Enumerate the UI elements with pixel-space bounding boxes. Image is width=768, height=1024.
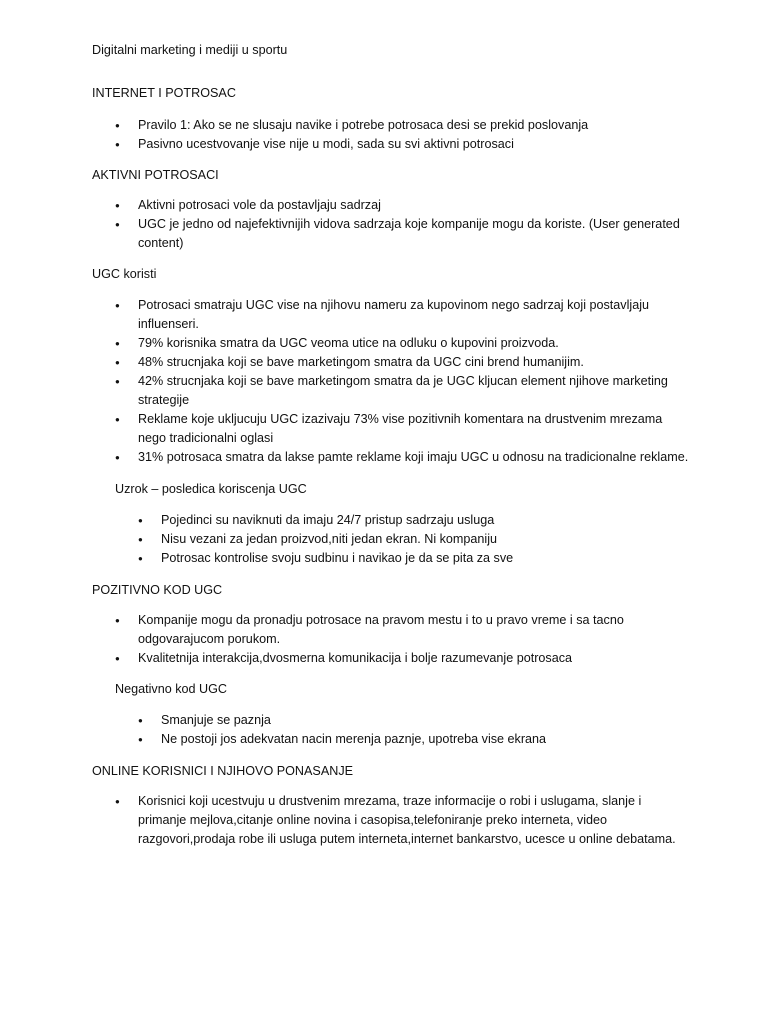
bullet-list-uzrok-posledica — [115, 511, 715, 568]
section-heading-ugc-koristi: UGC koristi — [92, 267, 157, 281]
list-item: ● Smanjuje se paznja — [115, 711, 715, 730]
section-heading-online-korisnici: ONLINE KORISNICI I NJIHOVO PONASANJE — [92, 764, 354, 778]
list-item: ● Aktivni potrosaci vole da postavljaju sadrzaj — [92, 196, 692, 215]
bullet-list-negativno-kod-ugc — [115, 711, 715, 749]
bullet-list-ugc-koristi — [92, 296, 692, 467]
list-item: ● 31% potrosaca smatra da lakse pamte reklame koji imaju UGC u odnosu na tradicionalne reklame. — [92, 448, 692, 467]
list-item: ● Pasivno ucestvovanje vise nije u modi, sada su svi aktivni potrosaci — [92, 135, 692, 154]
list-item: ● Kompanije mogu da pronadju potrosace na pravom mestu i to u pravo vreme i sa tacno odgovarajucom porukom. — [92, 611, 692, 649]
bullet-list-online-korisnici — [92, 792, 692, 849]
document-title: Digitalni marketing i mediji u sportu — [92, 43, 288, 57]
subheading-uzrok-posledica: Uzrok – posledica koriscenja UGC — [115, 482, 307, 496]
list-item: ● Pravilo 1: Ako se ne slusaju navike i potrebe potrosaca desi se prekid poslovanja — [92, 116, 692, 135]
section-heading-pozitivno-kod-ugc: POZITIVNO KOD UGC — [92, 583, 223, 597]
list-item: ● Potrosac kontrolise svoju sudbinu i navikao je da se pita za sve — [115, 549, 715, 568]
list-item: ● 48% strucnjaka koji se bave marketingom smatra da UGC cini brend humanijim. — [92, 353, 692, 372]
list-item: ● Pojedinci su naviknuti da imaju 24/7 pristup sadrzaju usluga — [115, 511, 715, 530]
list-item: ● Ne postoji jos adekvatan nacin merenja paznje, upotreba vise ekrana — [115, 730, 715, 749]
section-heading-aktivni-potrosaci: AKTIVNI POTROSACI — [92, 168, 219, 182]
list-item: ● Potrosaci smatraju UGC vise na njihovu nameru za kupovinom nego sadrzaj koji postavljaju influenseri. — [92, 296, 692, 334]
list-item: ● 42% strucnjaka koji se bave marketingom smatra da je UGC kljucan element njihove marketing strategije — [92, 372, 692, 410]
list-item: ● Kvalitetnija interakcija,dvosmerna komunikacija i bolje razumevanje potrosaca — [92, 649, 692, 668]
list-item: ● Nisu vezani za jedan proizvod,niti jedan ekran. Ni kompaniju — [115, 530, 715, 549]
list-item: ● Reklame koje ukljucuju UGC izazivaju 73% vise pozitivnih komentara na drustvenim mrezama nego tradicionalni oglasi — [92, 410, 692, 448]
section-heading-internet-i-potrosac: INTERNET I POTROSAC — [92, 86, 236, 100]
list-item: ● 79% korisnika smatra da UGC veoma utice na odluku o kupovini proizvoda. — [92, 334, 692, 353]
bullet-list-pozitivno-kod-ugc — [92, 611, 692, 668]
list-item: ● UGC je jedno od najefektivnijih vidova sadrzaja koje kompanije mogu da koriste. (User generated content) — [92, 215, 692, 253]
bullet-list-internet-i-potrosac — [92, 116, 692, 154]
subheading-negativno-kod-ugc: Negativno kod UGC — [115, 682, 227, 696]
list-item: ● Korisnici koji ucestvuju u drustvenim mrezama, traze informacije o robi i uslugama, slanje i primanje mejlova,citanje online novina i casopisa,telefoniranje preko interneta, video razgovori,prodaja robe ili usluga putem interneta,internet bankarstvo, ucesce u online debatama. — [92, 792, 692, 849]
bullet-list-aktivni-potrosaci — [92, 196, 692, 253]
